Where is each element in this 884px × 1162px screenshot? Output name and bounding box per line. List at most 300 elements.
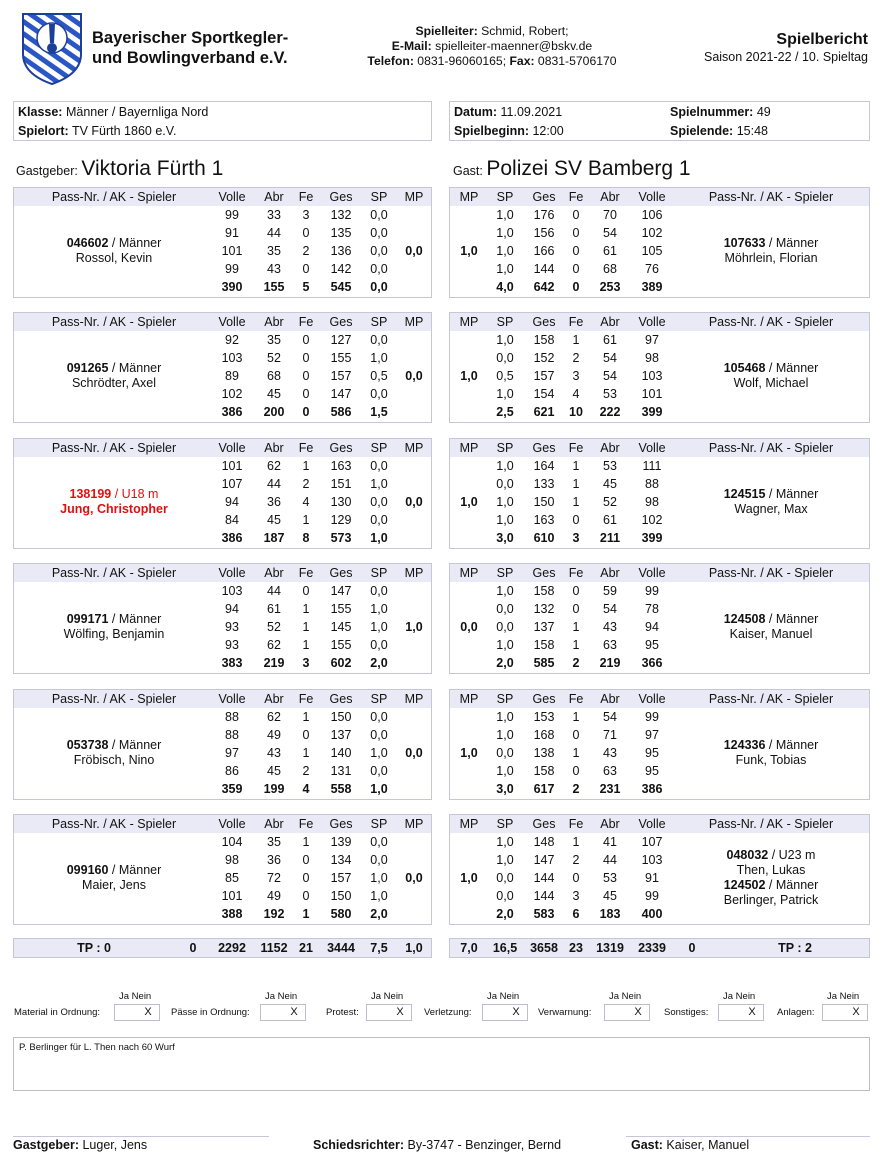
col-header-fe: Fe bbox=[568, 692, 584, 706]
col-header-ges: Ges bbox=[532, 441, 556, 455]
away-total-cell: 3,0 bbox=[496, 782, 514, 796]
col-header-volle: Volle bbox=[218, 441, 246, 455]
home-score-cell: 44 bbox=[267, 584, 281, 598]
col-header-mp: MP bbox=[459, 441, 479, 455]
away-score-cell: 43 bbox=[603, 620, 617, 634]
check-box[interactable] bbox=[604, 1004, 650, 1021]
spielende-row: Spielende: 15:48 bbox=[670, 124, 768, 138]
col-header-abr: Abr bbox=[600, 190, 620, 204]
check-label: Sonstiges: bbox=[664, 1007, 709, 1018]
home-total-cell: 558 bbox=[330, 782, 352, 796]
away-player-id bbox=[672, 878, 870, 893]
home-score-cell: 4 bbox=[302, 495, 310, 509]
away-score-cell: 158 bbox=[533, 333, 555, 347]
col-header-sp: SP bbox=[496, 315, 514, 329]
away-score-cell: 107 bbox=[641, 835, 663, 849]
home-score-cell: 1 bbox=[302, 459, 310, 473]
check-box[interactable] bbox=[482, 1004, 528, 1021]
home-score-cell: 139 bbox=[330, 835, 352, 849]
col-header-mp: MP bbox=[404, 817, 424, 831]
home-player-id bbox=[14, 863, 214, 878]
home-score-cell: 1 bbox=[302, 638, 310, 652]
away-score-cell: 76 bbox=[645, 262, 659, 276]
check-mark-nein: X bbox=[852, 1006, 860, 1018]
home-score-cell: 62 bbox=[267, 459, 281, 473]
away-score-cell: 103 bbox=[641, 853, 663, 867]
col-header-fe: Fe bbox=[298, 190, 314, 204]
away-total-cell: 386 bbox=[641, 782, 663, 796]
pass-number: 124336 bbox=[723, 738, 766, 752]
away-total-cell: 10 bbox=[569, 405, 583, 419]
check-box[interactable] bbox=[114, 1004, 160, 1021]
home-score-cell: 99 bbox=[225, 262, 239, 276]
home-score-cell: 0,5 bbox=[370, 369, 388, 383]
away-player-block-5 bbox=[449, 689, 870, 800]
away-player-name: Möhrlein, Florian bbox=[724, 251, 818, 265]
col-header-ges: Ges bbox=[532, 315, 556, 329]
home-score-cell: 0 bbox=[302, 889, 310, 903]
check-label: Pässe in Ordnung: bbox=[171, 1007, 250, 1018]
away-score-cell: 105 bbox=[641, 244, 663, 258]
home-score-cell: 93 bbox=[225, 638, 239, 652]
home-score-cell: 92 bbox=[225, 333, 239, 347]
pass-number: 105468 bbox=[723, 361, 766, 375]
check-mark-nein: X bbox=[396, 1006, 404, 1018]
home-score-cell: 0 bbox=[302, 728, 310, 742]
home-score-cell: 0,0 bbox=[370, 208, 388, 222]
away-total-zero: 0 bbox=[688, 941, 696, 955]
home-score-cell: 45 bbox=[267, 387, 281, 401]
check-box[interactable] bbox=[260, 1004, 306, 1021]
home-total-mp: 1,0 bbox=[405, 941, 423, 955]
away-score-cell: 95 bbox=[645, 764, 659, 778]
away-score-cell: 150 bbox=[533, 495, 555, 509]
col-header-abr: Abr bbox=[264, 566, 284, 580]
away-player-label bbox=[672, 487, 870, 517]
home-score-cell: 44 bbox=[267, 477, 281, 491]
col-header-volle: Volle bbox=[638, 692, 666, 706]
away-score-cell: 1,0 bbox=[496, 262, 514, 276]
home-score-cell: 1 bbox=[302, 513, 310, 527]
away-total-cell: 2,0 bbox=[496, 907, 514, 921]
ja-nein-header: Ja Nein bbox=[723, 991, 756, 1002]
home-team-name: Viktoria Fürth 1 bbox=[81, 157, 224, 180]
col-header-abr: Abr bbox=[264, 315, 284, 329]
home-score-cell: 49 bbox=[267, 728, 281, 742]
away-score-cell: 103 bbox=[641, 369, 663, 383]
ja-nein-header: Ja Nein bbox=[119, 991, 152, 1002]
away-score-cell: 102 bbox=[641, 226, 663, 240]
away-score-cell: 1,0 bbox=[496, 459, 514, 473]
ja-nein-header: Ja Nein bbox=[487, 991, 520, 1002]
home-score-cell: 150 bbox=[330, 889, 352, 903]
home-total-zero: 0 bbox=[189, 941, 197, 955]
away-score-cell: 54 bbox=[603, 369, 617, 383]
away-score-cell: 45 bbox=[603, 477, 617, 491]
away-total-cell: 617 bbox=[533, 782, 555, 796]
col-header-volle: Volle bbox=[218, 566, 246, 580]
pass-number: 124502 bbox=[723, 878, 766, 892]
home-score-cell: 101 bbox=[221, 459, 243, 473]
away-score-cell: 1 bbox=[572, 746, 580, 760]
home-score-cell: 0,0 bbox=[370, 638, 388, 652]
away-score-cell: 98 bbox=[645, 495, 659, 509]
home-score-cell: 45 bbox=[267, 513, 281, 527]
away-score-cell: 1 bbox=[572, 710, 580, 724]
away-score-cell: 3 bbox=[572, 889, 580, 903]
home-total-cell: 219 bbox=[263, 656, 285, 670]
home-score-cell: 0 bbox=[302, 351, 310, 365]
home-score-cell: 0,0 bbox=[370, 853, 388, 867]
away-total-cell: 253 bbox=[599, 280, 621, 294]
away-score-cell: 102 bbox=[641, 513, 663, 527]
check-mark-nein: X bbox=[144, 1006, 152, 1018]
col-header-ges: Ges bbox=[329, 692, 353, 706]
home-score-cell: 155 bbox=[330, 638, 352, 652]
away-mp: 1,0 bbox=[460, 495, 478, 509]
bskv-logo bbox=[20, 10, 84, 86]
col-header-mp: MP bbox=[404, 441, 424, 455]
pass-number: 107633 bbox=[723, 236, 766, 250]
away-score-cell: 94 bbox=[645, 620, 659, 634]
home-score-cell: 0 bbox=[302, 333, 310, 347]
check-mark-nein: X bbox=[634, 1006, 642, 1018]
home-mp: 0,0 bbox=[405, 244, 423, 258]
home-score-cell: 0,0 bbox=[370, 333, 388, 347]
away-score-cell: 68 bbox=[603, 262, 617, 276]
away-player-name: Wolf, Michael bbox=[733, 376, 809, 390]
home-total-cell: 1,0 bbox=[370, 782, 388, 796]
away-score-cell: 164 bbox=[533, 459, 555, 473]
home-total-cell: 388 bbox=[221, 907, 243, 921]
col-header-volle: Volle bbox=[218, 190, 246, 204]
away-score-cell: 0,0 bbox=[496, 620, 514, 634]
home-score-cell: 88 bbox=[225, 728, 239, 742]
home-total-cell: 383 bbox=[221, 656, 243, 670]
home-player-id bbox=[14, 738, 214, 753]
home-player-block-2 bbox=[13, 312, 432, 423]
away-score-cell: 153 bbox=[533, 710, 555, 724]
col-header-fe: Fe bbox=[568, 315, 584, 329]
check-mark-nein: X bbox=[512, 1006, 520, 1018]
col-header-mp: MP bbox=[459, 566, 479, 580]
home-score-cell: 0,0 bbox=[370, 459, 388, 473]
col-header-ges: Ges bbox=[532, 190, 556, 204]
home-total-cell: 1 bbox=[302, 907, 310, 921]
away-score-cell: 97 bbox=[645, 333, 659, 347]
home-score-cell: 1 bbox=[302, 620, 310, 634]
home-score-cell: 163 bbox=[330, 459, 352, 473]
away-score-cell: 0 bbox=[572, 602, 580, 616]
away-score-cell: 168 bbox=[533, 728, 555, 742]
home-score-cell: 93 bbox=[225, 620, 239, 634]
age-class: / Männer bbox=[765, 738, 819, 752]
away-score-cell: 63 bbox=[603, 638, 617, 652]
away-score-cell: 144 bbox=[533, 871, 555, 885]
home-player-label bbox=[14, 236, 214, 266]
home-score-cell: 127 bbox=[330, 333, 352, 347]
col-header-player: Pass-Nr. / AK - Spieler bbox=[51, 692, 177, 706]
away-score-cell: 0,0 bbox=[496, 871, 514, 885]
away-score-cell: 99 bbox=[645, 710, 659, 724]
away-score-cell: 1 bbox=[572, 477, 580, 491]
pass-number: 099160 bbox=[66, 863, 109, 877]
home-score-cell: 103 bbox=[221, 584, 243, 598]
col-header-volle: Volle bbox=[638, 315, 666, 329]
age-class: / Männer bbox=[765, 236, 819, 250]
home-score-cell: 1,0 bbox=[370, 620, 388, 634]
col-header-mp: MP bbox=[404, 692, 424, 706]
away-score-cell: 133 bbox=[533, 477, 555, 491]
match-info-right bbox=[449, 101, 870, 141]
col-header-mp: MP bbox=[459, 315, 479, 329]
home-player-id bbox=[14, 487, 214, 502]
home-score-cell: 0,0 bbox=[370, 835, 388, 849]
home-mp: 1,0 bbox=[405, 620, 423, 634]
pass-number: 099171 bbox=[66, 612, 109, 626]
home-score-cell: 1,0 bbox=[370, 889, 388, 903]
home-total-cell: 545 bbox=[330, 280, 352, 294]
spielbeginn-row: Spielbeginn: 12:00 bbox=[454, 124, 564, 138]
home-score-cell: 35 bbox=[267, 835, 281, 849]
away-total-ges: 3658 bbox=[530, 941, 558, 955]
pass-number: 124508 bbox=[723, 612, 766, 626]
away-score-cell: 1,0 bbox=[496, 710, 514, 724]
col-header-player: Pass-Nr. / AK - Spieler bbox=[708, 566, 834, 580]
home-score-cell: 2 bbox=[302, 244, 310, 258]
away-total-cell: 400 bbox=[641, 907, 663, 921]
match-info-left bbox=[13, 101, 432, 141]
home-score-cell: 0,0 bbox=[370, 513, 388, 527]
away-score-cell: 0,0 bbox=[496, 351, 514, 365]
away-score-cell: 111 bbox=[642, 459, 662, 473]
col-header-sp: SP bbox=[370, 315, 388, 329]
age-class: / U18 m bbox=[111, 487, 159, 501]
check-box[interactable] bbox=[366, 1004, 412, 1021]
away-score-cell: 156 bbox=[533, 226, 555, 240]
col-header-abr: Abr bbox=[264, 692, 284, 706]
away-score-cell: 53 bbox=[603, 459, 617, 473]
away-score-cell: 138 bbox=[533, 746, 555, 760]
away-team: Gast: Polizei SV Bamberg 1 bbox=[453, 157, 691, 180]
away-score-cell: 144 bbox=[533, 262, 555, 276]
away-total-volle: 2339 bbox=[638, 941, 666, 955]
home-score-cell: 147 bbox=[330, 387, 352, 401]
ja-nein-header: Ja Nein bbox=[609, 991, 642, 1002]
home-score-cell: 0 bbox=[302, 369, 310, 383]
home-score-cell: 150 bbox=[330, 710, 352, 724]
home-mp: 0,0 bbox=[405, 369, 423, 383]
away-score-cell: 0 bbox=[572, 244, 580, 258]
col-header-ges: Ges bbox=[532, 566, 556, 580]
away-score-cell: 1,0 bbox=[496, 835, 514, 849]
home-score-cell: 35 bbox=[267, 244, 281, 258]
remarks-box bbox=[13, 1037, 870, 1091]
home-total-ges: 3444 bbox=[327, 941, 355, 955]
home-score-cell: 94 bbox=[225, 495, 239, 509]
away-totals bbox=[449, 938, 870, 958]
home-total-cell: 200 bbox=[263, 405, 285, 419]
home-score-cell: 94 bbox=[225, 602, 239, 616]
home-player-name: Schrödter, Axel bbox=[71, 376, 157, 390]
home-score-cell: 0 bbox=[302, 853, 310, 867]
col-header-volle: Volle bbox=[638, 817, 666, 831]
home-score-cell: 52 bbox=[267, 351, 281, 365]
away-total-abr: 1319 bbox=[596, 941, 624, 955]
away-score-cell: 0 bbox=[572, 226, 580, 240]
pass-number: 048032 bbox=[726, 848, 769, 862]
away-player-id bbox=[672, 236, 870, 251]
col-header-sp: SP bbox=[496, 692, 514, 706]
home-score-cell: 1,0 bbox=[370, 746, 388, 760]
home-score-cell: 129 bbox=[330, 513, 352, 527]
away-score-cell: 54 bbox=[603, 226, 617, 240]
home-score-cell: 0 bbox=[302, 871, 310, 885]
away-score-cell: 1,0 bbox=[496, 764, 514, 778]
home-score-cell: 36 bbox=[267, 853, 281, 867]
home-player-block-3 bbox=[13, 438, 432, 549]
home-score-cell: 43 bbox=[267, 262, 281, 276]
away-score-cell: 148 bbox=[533, 835, 555, 849]
phone-line: Telefon: 0831-96060165; Fax: 0831-5706170 bbox=[367, 54, 617, 68]
home-score-cell: 147 bbox=[330, 584, 352, 598]
home-score-cell: 0,0 bbox=[370, 226, 388, 240]
col-header-fe: Fe bbox=[298, 315, 314, 329]
away-team-name: Polizei SV Bamberg 1 bbox=[486, 157, 691, 180]
away-score-cell: 1,0 bbox=[496, 638, 514, 652]
home-total-cell: 155 bbox=[263, 280, 285, 294]
home-score-cell: 157 bbox=[330, 871, 352, 885]
col-header-abr: Abr bbox=[600, 817, 620, 831]
col-header-ges: Ges bbox=[329, 566, 353, 580]
check-box[interactable] bbox=[822, 1004, 868, 1021]
col-header-volle: Volle bbox=[218, 692, 246, 706]
home-total-cell: 586 bbox=[330, 405, 352, 419]
away-player-name: Berlinger, Patrick bbox=[723, 893, 819, 907]
home-total-cell: 580 bbox=[330, 907, 352, 921]
home-score-cell: 103 bbox=[221, 351, 243, 365]
away-score-cell: 1 bbox=[572, 495, 580, 509]
away-total-cell: 2 bbox=[572, 656, 580, 670]
away-score-cell: 98 bbox=[645, 351, 659, 365]
away-score-cell: 78 bbox=[645, 602, 659, 616]
home-score-cell: 136 bbox=[330, 244, 352, 258]
home-score-cell: 155 bbox=[330, 602, 352, 616]
away-total-cell: 6 bbox=[572, 907, 580, 921]
home-player-label bbox=[14, 738, 214, 768]
away-player-id bbox=[672, 487, 870, 502]
away-score-cell: 154 bbox=[533, 387, 555, 401]
home-score-cell: 72 bbox=[267, 871, 281, 885]
away-signature-line bbox=[626, 1136, 870, 1137]
col-header-ges: Ges bbox=[329, 817, 353, 831]
away-score-cell: 54 bbox=[603, 351, 617, 365]
col-header-player: Pass-Nr. / AK - Spieler bbox=[51, 190, 177, 204]
col-header-volle: Volle bbox=[638, 441, 666, 455]
col-header-player: Pass-Nr. / AK - Spieler bbox=[708, 190, 834, 204]
home-player-id bbox=[14, 612, 214, 627]
home-score-cell: 97 bbox=[225, 746, 239, 760]
ja-nein-header: Ja Nein bbox=[371, 991, 404, 1002]
home-tp: TP : 0 bbox=[77, 941, 111, 955]
spielnummer-row: Spielnummer: 49 bbox=[670, 105, 771, 119]
home-total-cell: 2,0 bbox=[370, 907, 388, 921]
home-score-cell: 140 bbox=[330, 746, 352, 760]
age-class: / Männer bbox=[108, 863, 162, 877]
away-total-cell: 366 bbox=[641, 656, 663, 670]
age-class: / Männer bbox=[765, 612, 819, 626]
home-total-abr: 1152 bbox=[260, 941, 288, 955]
home-score-cell: 84 bbox=[225, 513, 239, 527]
home-score-cell: 3 bbox=[302, 208, 310, 222]
home-score-cell: 33 bbox=[267, 208, 281, 222]
away-score-cell: 1,0 bbox=[496, 584, 514, 598]
col-header-sp: SP bbox=[370, 692, 388, 706]
away-score-cell: 0 bbox=[572, 871, 580, 885]
home-total-cell: 5 bbox=[302, 280, 310, 294]
col-header-ges: Ges bbox=[329, 441, 353, 455]
home-player-name: Jung, Christopher bbox=[60, 502, 168, 516]
col-header-sp: SP bbox=[370, 566, 388, 580]
away-score-cell: 91 bbox=[645, 871, 659, 885]
home-player-name: Maier, Jens bbox=[82, 878, 146, 892]
col-header-player: Pass-Nr. / AK - Spieler bbox=[51, 315, 177, 329]
home-total-cell: 573 bbox=[330, 531, 352, 545]
away-score-cell: 53 bbox=[603, 871, 617, 885]
col-header-abr: Abr bbox=[264, 190, 284, 204]
away-score-cell: 61 bbox=[603, 244, 617, 258]
away-score-cell: 97 bbox=[645, 728, 659, 742]
check-box[interactable] bbox=[718, 1004, 764, 1021]
home-score-cell: 68 bbox=[267, 369, 281, 383]
away-score-cell: 70 bbox=[603, 208, 617, 222]
away-score-cell: 1,0 bbox=[496, 513, 514, 527]
col-header-sp: SP bbox=[496, 566, 514, 580]
away-player-label bbox=[672, 612, 870, 642]
col-header-ges: Ges bbox=[329, 315, 353, 329]
home-score-cell: 1,0 bbox=[370, 351, 388, 365]
away-player-id bbox=[672, 361, 870, 376]
age-class: / Männer bbox=[108, 236, 162, 250]
age-class: / Männer bbox=[108, 361, 162, 375]
away-score-cell: 0 bbox=[572, 764, 580, 778]
away-player-name: Funk, Tobias bbox=[735, 753, 807, 767]
away-total-sp: 16,5 bbox=[492, 941, 518, 955]
home-score-cell: 104 bbox=[221, 835, 243, 849]
away-total-cell: 2 bbox=[572, 782, 580, 796]
email-line: E-Mail: spielleiter-maenner@bskv.de bbox=[391, 39, 593, 53]
away-mp: 1,0 bbox=[460, 369, 478, 383]
home-score-cell: 88 bbox=[225, 710, 239, 724]
away-player-block-2 bbox=[449, 312, 870, 423]
home-score-cell: 151 bbox=[330, 477, 352, 491]
away-score-cell: 71 bbox=[603, 728, 617, 742]
home-player-block-4 bbox=[13, 563, 432, 674]
home-score-cell: 1 bbox=[302, 835, 310, 849]
away-score-cell: 44 bbox=[603, 853, 617, 867]
away-player-block-4 bbox=[449, 563, 870, 674]
pass-number: 138199 bbox=[69, 487, 112, 501]
away-total-cell: 231 bbox=[599, 782, 621, 796]
home-total-volle: 2292 bbox=[218, 941, 246, 955]
col-header-mp: MP bbox=[404, 190, 424, 204]
away-score-cell: 95 bbox=[645, 638, 659, 652]
away-score-cell: 54 bbox=[603, 710, 617, 724]
away-score-cell: 1,0 bbox=[496, 728, 514, 742]
home-score-cell: 62 bbox=[267, 710, 281, 724]
home-player-label bbox=[14, 487, 214, 517]
pass-number: 091265 bbox=[66, 361, 109, 375]
